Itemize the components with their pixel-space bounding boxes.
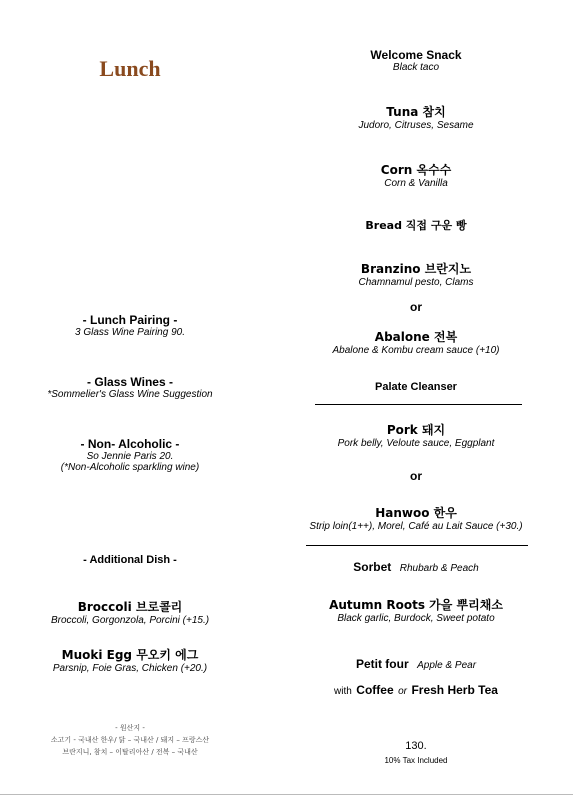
abalone-detail: Abalone & Kombu cream sauce (+10)	[332, 345, 500, 356]
petit-four-item	[296, 655, 536, 699]
herb-tea-label: Fresh Herb Tea	[411, 683, 498, 697]
pork-detail: Pork belly, Veloute sauce, Eggplant	[337, 438, 495, 449]
branzino-heading: Branzino 브란지노	[360, 262, 472, 276]
abalone-item	[296, 328, 536, 356]
page-edge-line	[0, 794, 573, 795]
petit-four-heading: Petit four	[355, 657, 409, 671]
divider-line	[306, 545, 528, 546]
non-alcoholic-detail: So Jennie Paris 20.	[86, 451, 174, 462]
tuna-item	[296, 103, 536, 131]
additional-dish-section	[20, 554, 240, 566]
corn-heading: Corn 옥수수	[380, 163, 452, 177]
hanwoo-heading: Hanwoo 한우	[375, 506, 457, 520]
coffee-label: Coffee	[356, 683, 394, 697]
muoki-egg-item	[20, 646, 240, 674]
lunch-pairing-section	[20, 313, 240, 338]
autumn-roots-heading: Autumn Roots 가을 뿌리채소	[329, 598, 503, 612]
additional-dish-heading: - Additional Dish -	[83, 554, 177, 566]
corn-detail: Corn & Vanilla	[384, 178, 448, 189]
palate-cleanser-item	[296, 381, 536, 393]
or-label: or	[398, 686, 407, 697]
origin-title: - 원산지 -	[115, 724, 145, 732]
tuna-detail: Judoro, Citruses, Sesame	[358, 120, 474, 131]
non-alcoholic-heading: - Non- Alcoholic -	[80, 437, 180, 451]
branzino-detail: Chamnamul pesto, Clams	[358, 277, 474, 288]
divider-line	[315, 404, 522, 405]
palate-cleanser-heading: Palate Cleanser	[375, 381, 457, 393]
sorbet-item	[296, 558, 536, 576]
broccoli-item	[20, 598, 240, 626]
lunch-pairing-detail: 3 Glass Wine Pairing 90.	[75, 327, 185, 338]
tuna-heading: Tuna 참치	[386, 105, 446, 119]
broccoli-detail: Broccoli, Gorgonzola, Porcini (+15.)	[50, 615, 210, 626]
non-alcoholic-note: (*Non-Alcoholic sparkling wine)	[60, 462, 200, 473]
hanwoo-detail: Strip loin(1++), Morel, Café au Lait Sauce (+30.)	[309, 521, 523, 532]
glass-wines-section	[20, 375, 240, 400]
bread-heading: Bread 직접 구운 빵	[365, 219, 467, 232]
pork-heading: Pork 돼지	[386, 423, 446, 437]
origin-line-1: 소고기 - 국내산 한우/ 닭 – 국내산 / 돼지 – 프랑스산	[50, 736, 210, 744]
glass-wines-heading: - Glass Wines -	[87, 375, 173, 389]
autumn-roots-detail: Black garlic, Burdock, Sweet potato	[337, 613, 495, 624]
corn-item	[296, 161, 536, 189]
with-label: with	[334, 686, 352, 697]
abalone-heading: Abalone 전복	[374, 330, 458, 344]
pork-item	[296, 421, 536, 449]
origin-line-2: 브란지니, 참치 – 이탈리아산 / 전복 – 국내산	[62, 748, 198, 756]
branzino-item	[296, 260, 536, 288]
origin-info	[40, 722, 220, 758]
autumn-roots-item	[296, 596, 536, 624]
sorbet-heading: Sorbet	[353, 560, 392, 574]
or-separator-2: or	[410, 469, 422, 483]
welcome-snack-item	[296, 48, 536, 73]
price: 130.	[405, 740, 427, 752]
tax-note: 10% Tax Included	[384, 756, 448, 765]
lunch-pairing-heading: - Lunch Pairing -	[82, 313, 178, 327]
hanwoo-item	[296, 504, 536, 532]
sorbet-detail: Rhubarb & Peach	[399, 563, 479, 574]
muoki-egg-detail: Parsnip, Foie Gras, Chicken (+20.)	[52, 663, 208, 674]
welcome-snack-heading: Welcome Snack	[370, 48, 462, 62]
or-separator-1: or	[410, 300, 422, 314]
petit-four-detail: Apple & Pear	[417, 660, 477, 671]
muoki-egg-heading: Muoki Egg 무오키 에그	[61, 648, 199, 662]
menu-title: Lunch	[99, 56, 161, 81]
broccoli-heading: Broccoli 브로콜리	[77, 600, 183, 614]
bread-item	[296, 217, 536, 233]
glass-wines-detail: *Sommelier's Glass Wine Suggestion	[47, 389, 213, 400]
non-alcoholic-section	[20, 437, 240, 473]
welcome-snack-detail: Black taco	[392, 62, 440, 73]
